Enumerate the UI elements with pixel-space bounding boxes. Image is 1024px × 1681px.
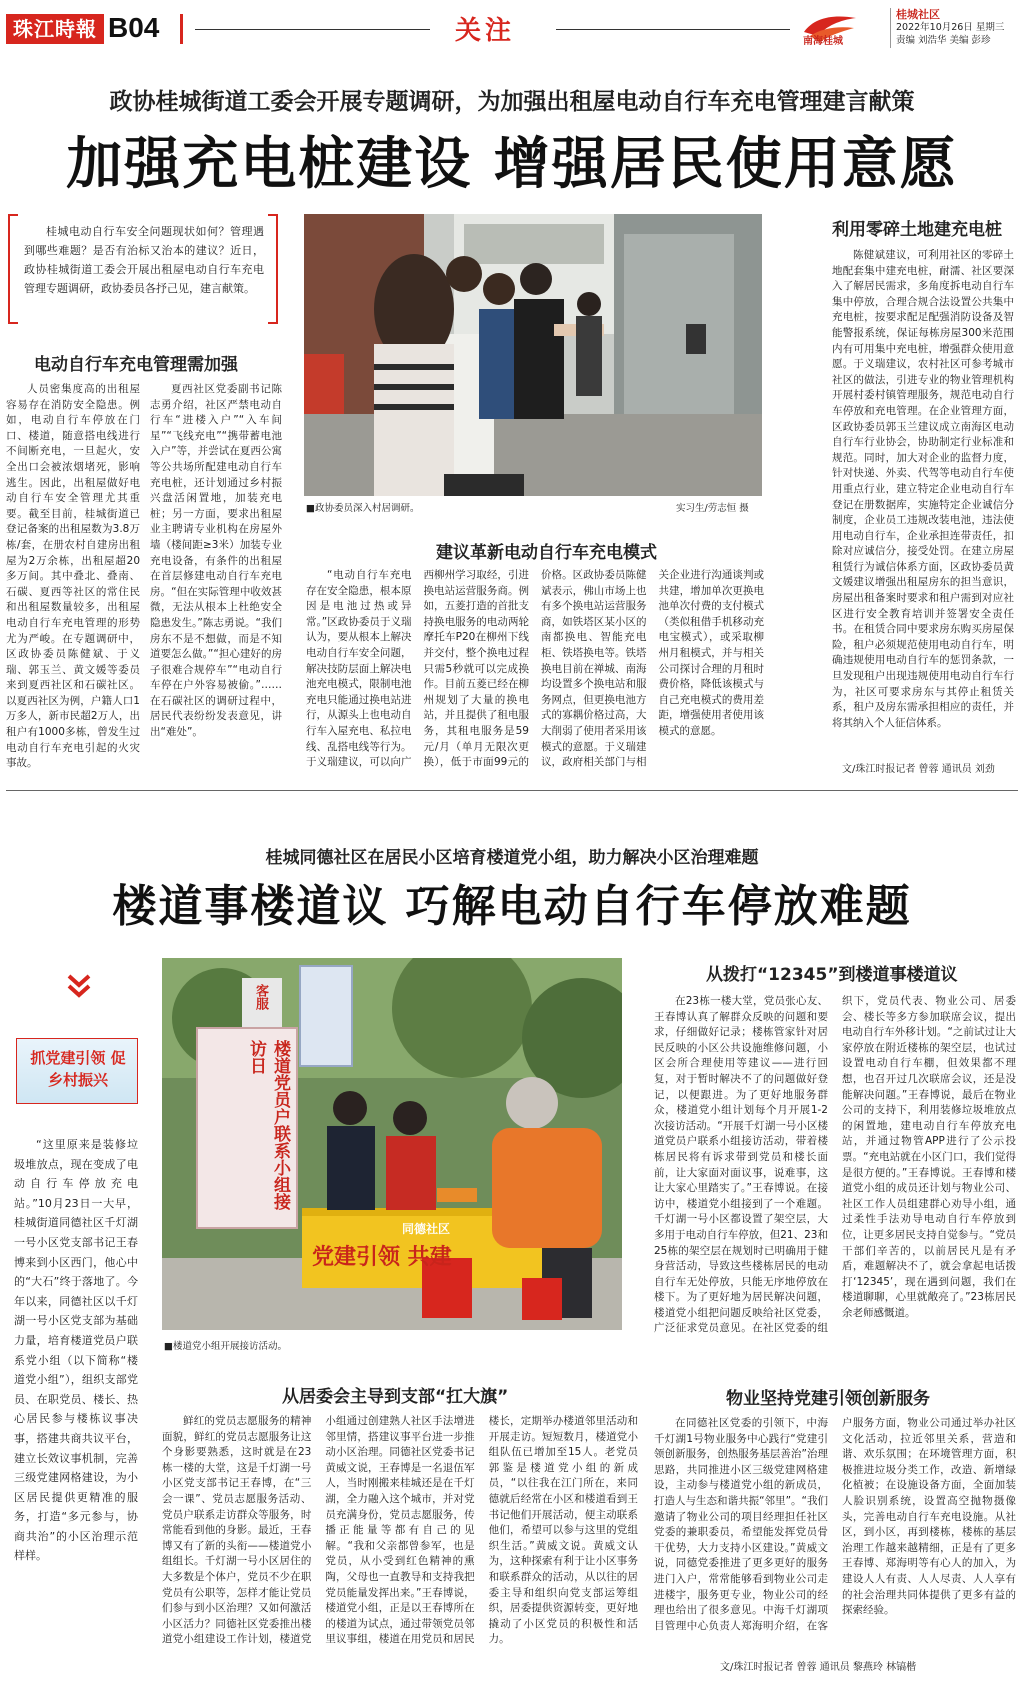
article1-photo xyxy=(304,214,762,496)
article2-section3-text: 在同德社区党委的引领下，中海千灯湖1号物业服务中心践行“党建引领创新服务，创热服务基层善治”治理思路，共同推进小区三级党建网格建设，主动参与楼道党小组的新成员，打造人与生态和谐共振“邻里”。“我们邀请了物业公司的项目经理担任社区党委的兼职委员，希望能发挥党员骨干优势，大力支持小区建设。”黄威文说，同德党委推进了更多更好的服务进门入户，常常能够看到物业公司走进楼宇，服务更专业，物业公司的经理也给出了很多意见。中海千灯湖项目管理中心负责人郑海明介绍，在客户服务方面，物业公司通过举办社区文化活动，拉近邻里关系，营造和谐、欢乐氛围；在环境管理方面，积极推进垃圾分类工作，改造、新增绿化植被；在设施设备方面，全面加装人脸识别系统，设置高空抛物摄像头，完善电动自行车充电设施。从社区，到小区，再到楼栋，楼栋的基层治理工作越来越精细，正是有了更多王春博、郑海明等有心人的加入，为建设人人有责、人人尽责、人人享有的社会治理共同体提供了更多有益的探索经验。 xyxy=(654,1417,1016,1632)
masthead-rule-right xyxy=(556,29,790,30)
article2-section3-title: 物业坚持党建引领创新服务 xyxy=(726,1389,930,1409)
research-photo-illustration xyxy=(304,214,762,496)
paper-logo: 珠江時報 xyxy=(6,14,104,44)
masthead-info xyxy=(896,8,1022,47)
article1-section1-title: 电动自行车充电管理需加强 xyxy=(34,355,238,375)
article2-headline: 楼道事楼道议 巧解电动自行车停放难题 xyxy=(112,881,912,932)
article2-section2-text: 鲜红的党员志愿服务的精神面貌，鲜红的党员志愿服务让这个身影要熟悉，这时就是在23栋一楼的大堂，这是千灯湖一号小区党支部书记王春博，在“三会一课”、党员志愿服务活动、党员户联系走访群众等服务，时常能看到他的身影。最近，王春博又有了新的头衔——楼道党小组组长。千灯湖一号小区居住的大多数是个体户，党员不少在职党员有公职等，怎样才能让党员们参与到小区治理？又如何激活小区活力？同德社区党委推出楼道党小组建设工作计划，楼道党小组通过创建熟人社区手法增进邻里情，搭建议事平台进一步推动小区治理。同德社区党委书记黄威文说，王春博是一名退伍军人，当时刚搬来桂城还是在千灯湖，全力融入这个城市，并对党员充满身份，党员志愿服务，传播正能量等都有自己的见解。“我和父亲都曾参军，也是党员，从小受到红色精神的熏陶，父母也一直教导和支持我把党员能量发挥出来。”王春博说，楼道党小组，正是以王春博所在的楼道为试点，通过带领党员邻里议事组，楼道在用党员和居民楼长，定期举办楼道邻里活动和开展走访。短短数月，楼道党小组队伍已增加至15人。老党员郭鉴是楼道党小组的新成员，“以往我在江门所在，来同德就后经常在小区和楼道看到王书记他们开展活动，便主动联系他们，希望可以参与这里的党组织生活。”黄威文说。黄威文认为，这种探索有利于让小区事务和联系群众的活动，从以往的居委主导和组织向党支部运筹组织，居委提供资源转变，更好地撬动了小区党员的积极性和活力。 xyxy=(162,1415,638,1646)
article2-byline: 文/珠江时报记者 曾蓉 通讯员 黎燕玲 林镐楷 xyxy=(720,1662,917,1673)
photo-table-text: 党建引领 共建 xyxy=(312,1245,452,1270)
article1-section3-text: 陈健斌建议，可利用社区的零碎土地配套集中建充电桩，耐濡、社区要深入了解居民需求，多角度拆电动自行车集中停放，合理合规合法设置公共集中充电桩，按要求配足配强消防设备及智能警报系统，保证每栋房屋300米范围内有可用集中充电桩，增强群众使用意愿。于义瑞建议，农村社区可参考城市社区的做法，引进专业的物业管理机构开展村委村镇管理服务，规范电动自行车停放和充电管理。在企业管理方面，区政协委员郭玉兰建议成立南海区电动自行车行业协会，协助制定行业标准和规范。同时，加大对企业的监督力度，针对快递、外卖、代驾等电动自行车使用重点行业，建立特定企业电动自行车登记在册数据库，实施特定企业诚信分制度，企业员工违规改装电池，违法使用电动自行车，企业承担连带责任，扣除对应诚信分，接受处罚。在建立房屋租赁行为诚信体系方面，区政协委员黄文媛建议增强出租屋房东的担当意识，房屋出租备案时要求和租户需到对应社区进行安全教育培训并签署安全责任书。在租赁合同中要求房东购买房屋保险，租户必须规范使用电动自行车，明确违规使用电动自行车的惩罚条款，一旦发现租户出现违规使用电动自行车行为，社区可要求房东与其停止租赁关系，租户及房东需承担相应的责任，并将其纳入个人征信体系。 xyxy=(832,249,1014,729)
photo-brand-text: 同德社区 xyxy=(402,1222,451,1236)
chevron-down-icon xyxy=(66,973,92,999)
article1-section1-text: 人员密集度高的出租屋容易存在消防安全隐患。例如，电动自行车停放在门口、楼道，随意搭电线进行不间断充电，一旦起火，安全出口会被浓烟堵死，影响逃生。因此，出租屋做好电动自行车安全管理尤其重要。截至目前，桂城街道已登记备案的出租屋数为3.8万栋/套，在册农村自建房出租屋为2万余栋，出租屋超20多万间。其中叠北、叠南、石碳、夏西等社区的常住民和出租屋数量较多，出租屋电动自行车充电管理的形势尤为严峻。在专题调研中，区政协委员陈健斌、于义瑞、郭玉兰、黄文媛等委员来到夏西社区和石碳社区。以夏西社区为例，户籍人口1万多人，新市民超2万人，出租户有1000多栋，曾发生过电动自行车充电引起的火灾事故。 xyxy=(6,383,140,770)
intro-bracket-right xyxy=(268,214,278,324)
badge-text: 抓党建引领 促乡村振兴 xyxy=(30,1049,126,1089)
date-line: 2022年10月26日 星期三 xyxy=(896,22,1005,33)
editors-line: 责编 刘浩华 美编 彭珍 xyxy=(896,35,991,46)
brand-name: 南海桂城 xyxy=(803,36,843,47)
masthead xyxy=(0,0,1024,54)
photo-banner-text: 楼道党员户联系小组接访日 xyxy=(246,1040,290,1210)
article2-section1-text: 在23栋一楼大堂，党员张心友、王春博认真了解群众反映的问题和要求，仔细做好记录；楼栋管家针对居民反映的小区公共设施维修问题，小区会所合理使用等建议——进行回复，对于暂时解决不了的问题做好登记，以便跟进。为了更好地服务群众，楼道党小组计划每个月开展1-2次接访活动。“开展千灯湖一号小区楼道党员户联系小组接访活动，带着楼栋居民将有诉求带到党员和楼长面前，让大家面对面议事，说难事，这让大家心里踏实了。”王春博说。在接访中，楼道党小组接到了一个难题。千灯湖一号小区都设置了架空层，大多用于电动自行车停放，但21、23和25栋的架空层在规划时已明确用于健身营活动，导致这些楼栋居民的电动自行车无处停放，只能无序地停放在楼下。为了更好地为居民解决问题，楼道党小组把问题反映给社区党委，广泛征求党员意见。在社区党委的组织下，党员代表、物业公司、居委会、楼长等多方参加联席会议，提出电动自行车外移计划。“之前试过让大家停放在附近楼栋的架空层，也试过设置电动自行车棚，但效果都不理想，也召开过几次联席会议，还是没能解决问题。”王春博说，最后在物业公司的支持下，利用装修垃圾堆放点的闲置地，建电动自行车停放充电站，并通过物管APP进行了公示投票。“充电站就在小区门口，我们觉得是很方便的。”王春博说。王春博和楼道党小组的成员还计划与物业公司、社区工作人员组建群心劝导小组，通过柔性手法劝导电动自行车停放到位，让更多居民支持自觉参与。“党员干部们辛苦的，以前居民凡是有矛盾，难题解决不了，就会拿起电话拨打‘12345’，现在遇到问题，我们在楼道聊聊，心里就敞亮了。”23栋居民余老师感慨道。 xyxy=(654,995,1016,1335)
article1-kicker: 政协桂城街道工委会开展专题调研，为加强出租屋电动自行车充电管理建言献策 xyxy=(109,89,915,115)
article2-photo-caption: ■楼道党小组开展接访活动。 xyxy=(164,1341,287,1352)
party-building-badge xyxy=(16,1038,138,1104)
masthead-divider xyxy=(180,14,183,44)
article2-section2-title: 从居委会主导到支部“扛大旗” xyxy=(282,1387,509,1407)
article1-photo-caption: ■政协委员深入村居调研。 xyxy=(306,503,420,514)
article2-photo xyxy=(162,958,622,1330)
masthead-rule-left xyxy=(195,29,430,30)
article2-kicker: 桂城同德社区在居民小区培育楼道党小组，助力解决小区治理难题 xyxy=(265,848,759,868)
article1-section2-title: 建议革新电动自行车充电模式 xyxy=(436,543,657,563)
article1-section2-text: “电动自行车充电存在安全隐患，根本原因是电池过热或异常。”区政协委员于义瑞认为，要从根本上解决电动自行车安全问题，解决技防层面上解决电池充电模式，限制电池充电只能通过换电站进行，从源头上也电动自行车入屋充电、私拉电线、乱搭电线等行为。于义瑞建议，可以向广西柳州学习取经，引进换电站运营服务商。例如，五菱打造的首批支持换电服务的电动两轮摩托车P20在柳州下线并交付，整个换电过程只需5秒就可以完成换作。目前五菱已经在柳州规划了大量的换电站，并且提供了租电服务，其租电服务是59元/月（单月无限次更换），低于市面99元的价格。区政协委员陈健斌表示，佛山市场上也有多个换电站运营服务商，如铁塔区某小区的南都换电、智能充电柜、铁塔换电等。铁塔换电目前在禅城、南海均设置多个换电站和服务网点，但更换电池方式的寡耦价格过高，大大削弱了使用者采用该模式的意愿。于义瑞建议，政府相关部门与相关企业进行沟通谈判或共建，增加单次更换电池单次付费的支付模式（类似租借手机移动充电宝模式），或采取柳州月租模式，并与相关公司探讨合理的月租时费价格，降低该模式与自己充电模式的费用差距，增强使用者使用该模式的意愿。 xyxy=(306,569,764,769)
article1-section3-title: 利用零碎土地建充电桩 xyxy=(832,220,1002,240)
article1-byline: 文/珠江时报记者 曾蓉 通讯员 刘劲 xyxy=(842,764,995,775)
intro-bracket-left xyxy=(8,214,18,324)
page-number: B04 xyxy=(108,12,160,43)
column-name: 桂城社区 xyxy=(896,8,940,21)
photo-side-sign: 客服 xyxy=(253,984,268,1010)
article2-lead-text: “这里原来是装修垃圾堆放点，现在变成了电动自行车停放充电站。”10月23日一大早，桂城街道同德社区千灯湖一号小区党支部书记王春博来到小区西门，他心中的“大石”终于落地了。今年以来，同德社区以千灯湖一号小区党支部为基础力量，培育楼道党员户联系党小组（以下简称“楼道党小组”），组织支部党员、在职党员、楼长、热心居民参与楼栋议事决事，搭建共商共议平台，建立长效议事机制，完善三级党建网格建设，为小区居民提供更精准的服务，打造“多元参与，协商共治”的小区治理示范样样。 xyxy=(14,1138,138,1563)
article1-photo-credit: 实习生/劳志恒 摄 xyxy=(676,503,749,514)
article1-intro: 桂城电动自行车安全问题现状如何？管理遇到哪些难题？是否有治标又治本的建议？近日，政协桂城街道工委会开展出租屋电动自行车充电管理专题调研，政协委员各抒己见，建言献策。 xyxy=(24,225,264,295)
article1-intro-box xyxy=(8,214,278,324)
article2-section1-title: 从拨打“12345”到楼道事楼道议 xyxy=(706,965,958,985)
article-separator xyxy=(6,790,1018,791)
masthead-separator xyxy=(890,8,891,48)
article1-section1-text-b: 夏西社区党委副书记陈志勇介绍，社区严禁电动自行车“进楼入户”“入车间星”“飞线充电”“携带蓄电池入户”等，并尝试在夏西公寓等公共场所配建电动自行车充电桩，还计划通过乡村振兴盘活闲置地，加装充电桩；另一方面，要求出租屋业主聘请专业机构在房屋外墙（楼间距≥3米）加装专业充电设备，有条件的出租屋在首层修建电动自行车充电房。“但在实际管理中收效甚微，无法从根本上杜绝安全隐患发生。”陈志勇说。“我们房东不是不想做，而是不知道要怎么做。”“担心建好的房子很难合规停车”“电动自行车停在户外容易被偷。”……在石碳社区的调研过程中，居民代表纷纷发表意见，讲出“难处”。 xyxy=(150,383,282,739)
article1-headline: 加强充电桩建设 增强居民使用意愿 xyxy=(66,132,958,197)
section-name: 关注 xyxy=(455,16,516,46)
